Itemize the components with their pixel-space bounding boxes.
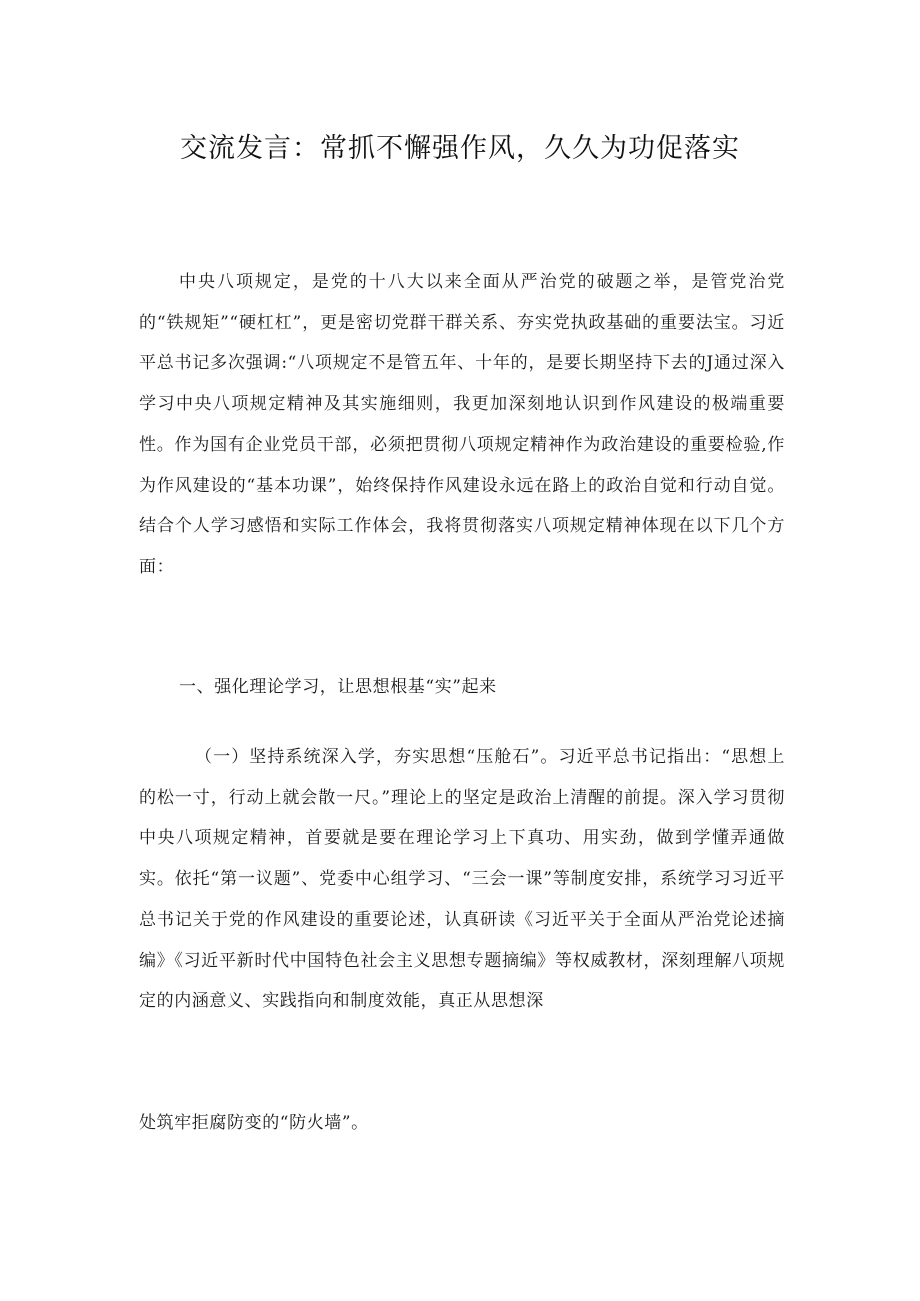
- section-1-paragraph: （一）坚持系统深入学，夯实思想“压舱石”。习近平总书记指出：“思想上的松一寸，行动上就会散一尺。”理论上的坚定是政治上清醒的前提。深入学习贯彻中央八项规定精神，首要就是要在理论学习上下真功、用实劲，做到学懂弄通做实。依托“第一议题”、党委中心组学习、“三会一课”等制度安排，系统学习习近平总书记关于党的作风建设的重要论述，认真研读《习近平关于全面从严治党论述摘编》《习近平新时代中国特色社会主义思想专题摘编》等权威教材，深刻理解八项规定的内涵意义、实践指向和制度效能，真正从思想深: [139, 747, 785, 1012]
- section-1-paragraph-continued: 处筑牢拒腐防变的“防火墙”。: [139, 1113, 369, 1133]
- section-heading-1: 一、强化理论学习，让思想根基“实”起来: [179, 677, 497, 697]
- document-title: 交流发言：常抓不懈强作风，久久为功促落实: [180, 133, 740, 164]
- intro-paragraph: 中央八项规定，是党的十八大以来全面从严治党的破题之举，是管党治党的“铁规矩”“硬杠杠”，更是密切党群干群关系、夯实党执政基础的重要法宝。习近平总书记多次强调:“八项规定不是管五年、十年的，是要长期坚持下去的J通过深入学习中央八项规定精神及其实施细则，我更加深刻地认识到作风建设的极端重要性。作为国有企业党员干部，必须把贯彻八项规定精神作为政治建设的重要检验,作为作风建设的“基本功课”，始终保持作风建设永远在路上的政治自觉和行动自觉。结合个人学习感悟和实际工作体会，我将贯彻落实八项规定精神体现在以下几个方面：: [139, 272, 785, 577]
